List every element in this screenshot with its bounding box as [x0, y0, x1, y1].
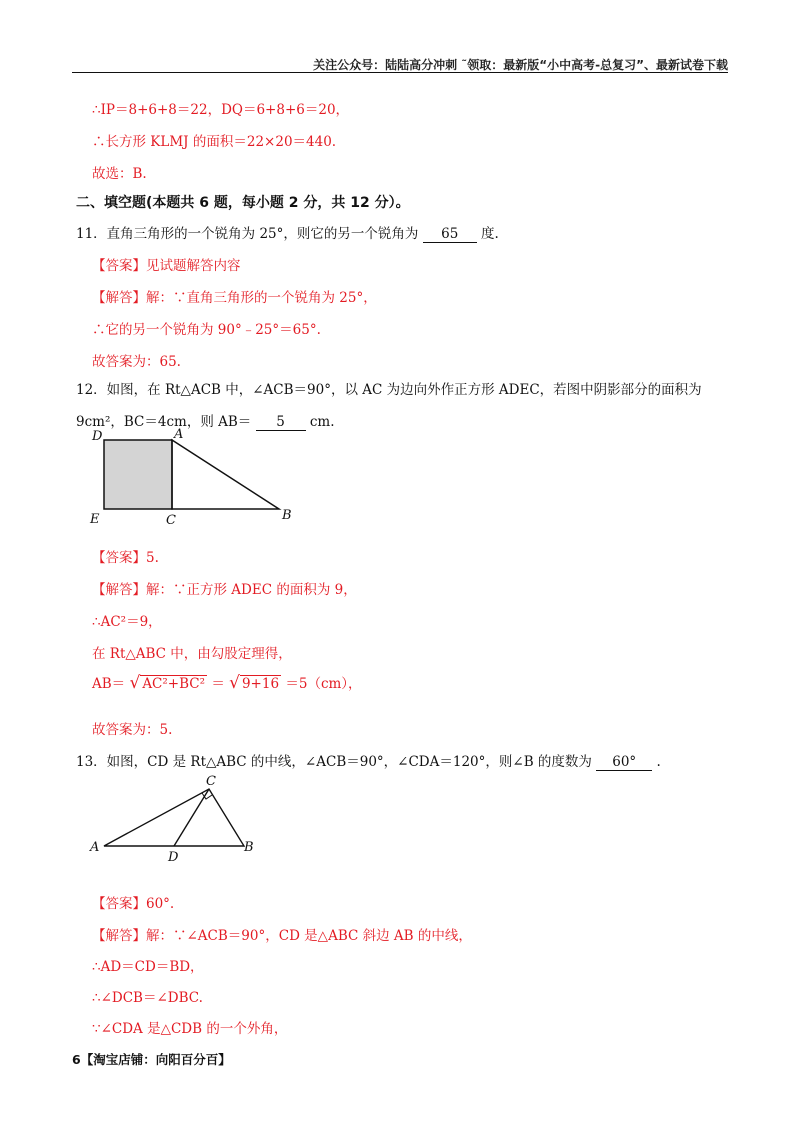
answer-blank: 65	[423, 226, 477, 243]
question-text: cm.	[309, 414, 335, 430]
label-B: B	[282, 508, 292, 523]
question-text: 13．如图，CD 是 Rt△ABC 的中线，∠ACB＝90°，∠CDA＝120°，则∠B 的度数为	[76, 754, 592, 770]
solution-line: 【解答】解：∵直角三角形的一个锐角为 25°，	[92, 290, 377, 306]
answer-blank: 60°	[596, 754, 652, 771]
solution-line: 在 Rt△ABC 中，由勾股定理得，	[92, 646, 292, 662]
sqrt-sign: √	[129, 673, 141, 693]
question-11	[76, 222, 499, 243]
triangle-abc	[104, 789, 244, 846]
shaded-square	[104, 440, 172, 509]
answer-line: 【答案】5.	[92, 550, 159, 566]
label-C: C	[206, 774, 216, 789]
solution-line: 【解答】解：∵∠ACB＝90°，CD 是△ABC 斜边 AB 的中线，	[92, 928, 472, 944]
question-13	[76, 750, 661, 771]
label-A: A	[90, 840, 100, 855]
radicand: 9+16	[241, 676, 280, 692]
solution-line: 故答案为：65.	[92, 354, 181, 370]
label-A: A	[174, 427, 184, 442]
label-E: E	[90, 512, 100, 527]
solution-line: ∴AD＝CD＝BD，	[92, 959, 204, 975]
header-divider	[72, 72, 728, 73]
answer-blank: 5	[256, 414, 306, 431]
question-text: .	[656, 754, 661, 770]
solution-line: ∵∠CDA 是△CDB 的一个外角，	[92, 1021, 288, 1037]
solution-line-sqrt	[92, 672, 362, 693]
radicand: AC²+BC²	[142, 676, 206, 692]
formula-result: ＝5（cm），	[285, 676, 362, 692]
label-B: B	[244, 840, 254, 855]
figure-square-triangle	[86, 425, 306, 530]
label-D: D	[168, 850, 179, 865]
solution-line: 故选：B.	[92, 166, 147, 182]
section-heading: 二、填空题(本题共 6 题，每小题 2 分，共 12 分）。	[76, 195, 410, 211]
question-text: 9cm²，BC＝4cm，则 AB＝	[76, 414, 252, 430]
solution-line: ∴它的另一个锐角为 90°﹣25°＝65°.	[92, 322, 321, 338]
formula-prefix: AB＝	[92, 676, 126, 692]
solution-line: ∴∠DCB＝∠DBC.	[92, 990, 203, 1006]
question-text: 11．直角三角形的一个锐角为 25°，则它的另一个锐角为	[76, 226, 419, 242]
question-text: 度.	[481, 226, 499, 242]
label-C: C	[166, 513, 176, 528]
solution-line: ∴IP＝8+6+8＝22，DQ＝6+8+6＝20，	[92, 102, 350, 118]
solution-line: 故答案为：5.	[92, 722, 173, 738]
label-D: D	[92, 429, 103, 444]
page-header: 关注公众号：陆陆高分冲刺 ˜领取：最新版“小中高考-总复习”、最新试卷下载	[313, 58, 728, 72]
right-triangle	[172, 440, 279, 509]
figure-median-triangle	[86, 772, 266, 865]
answer-line: 【答案】60°.	[92, 896, 175, 912]
page-footer: 6【淘宝店铺：向阳百分百】	[72, 1052, 231, 1067]
solution-line: ∴AC²＝9，	[92, 614, 162, 630]
answer-line: 【答案】见试题解答内容	[92, 258, 241, 274]
sqrt-sign: √	[229, 673, 240, 693]
question-12: 12．如图，在 Rt△ACB 中，∠ACB＝90°，以 AC 为边向外作正方形 ADEC，若图中阴影部分的面积为	[76, 382, 702, 398]
median-cd	[174, 789, 209, 846]
formula-equals: ＝	[211, 676, 225, 692]
solution-line: ∴长方形 KLMJ 的面积＝22×20＝440.	[92, 134, 337, 150]
solution-line: 【解答】解：∵正方形 ADEC 的面积为 9，	[92, 582, 357, 598]
